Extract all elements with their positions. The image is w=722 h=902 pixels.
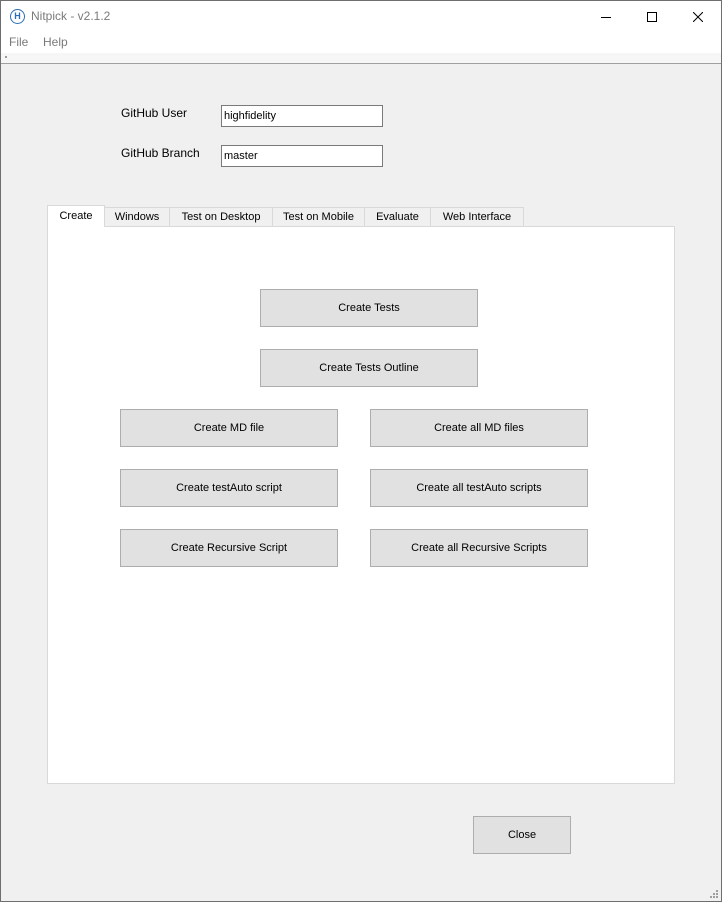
tab-test-on-desktop[interactable]: Test on Desktop (169, 207, 273, 227)
tab-create[interactable]: Create (47, 205, 105, 227)
github-branch-label: GitHub Branch (121, 146, 200, 160)
menu-help[interactable]: Help (43, 35, 68, 49)
create-testauto-script-button[interactable]: Create testAuto script (120, 469, 338, 507)
tab-evaluate[interactable]: Evaluate (364, 207, 431, 227)
create-recursive-script-button[interactable]: Create Recursive Script (120, 529, 338, 567)
create-tab-panel (47, 226, 675, 784)
close-icon (693, 12, 703, 22)
create-tests-button[interactable]: Create Tests (260, 289, 478, 327)
create-md-file-button[interactable]: Create MD file (120, 409, 338, 447)
resize-grip-icon[interactable] (708, 888, 718, 898)
github-user-input[interactable] (221, 105, 383, 127)
create-all-testauto-scripts-button[interactable]: Create all testAuto scripts (370, 469, 588, 507)
menu-file[interactable]: File (9, 35, 29, 49)
toolbar-strip (1, 53, 721, 64)
create-all-md-files-button[interactable]: Create all MD files (370, 409, 588, 447)
maximize-icon (647, 12, 657, 22)
github-branch-input[interactable] (221, 145, 383, 167)
tab-web-interface[interactable]: Web Interface (430, 207, 524, 227)
title-bar[interactable] (1, 1, 721, 32)
tab-windows[interactable]: Windows (104, 207, 170, 227)
toolbar-grip[interactable] (5, 56, 7, 58)
close-button[interactable]: Close (473, 816, 571, 854)
minimize-icon (601, 12, 611, 22)
hifi-logo-icon: H (10, 9, 25, 24)
github-user-label: GitHub User (121, 106, 188, 120)
menu-bar (1, 32, 721, 53)
create-all-recursive-scripts-button[interactable]: Create all Recursive Scripts (370, 529, 588, 567)
minimize-button[interactable] (583, 1, 629, 32)
close-window-button[interactable] (675, 1, 721, 32)
create-tests-outline-button[interactable]: Create Tests Outline (260, 349, 478, 387)
maximize-button[interactable] (629, 1, 675, 32)
tab-test-on-mobile[interactable]: Test on Mobile (272, 207, 365, 227)
window-title: Nitpick - v2.1.2 (31, 9, 111, 23)
